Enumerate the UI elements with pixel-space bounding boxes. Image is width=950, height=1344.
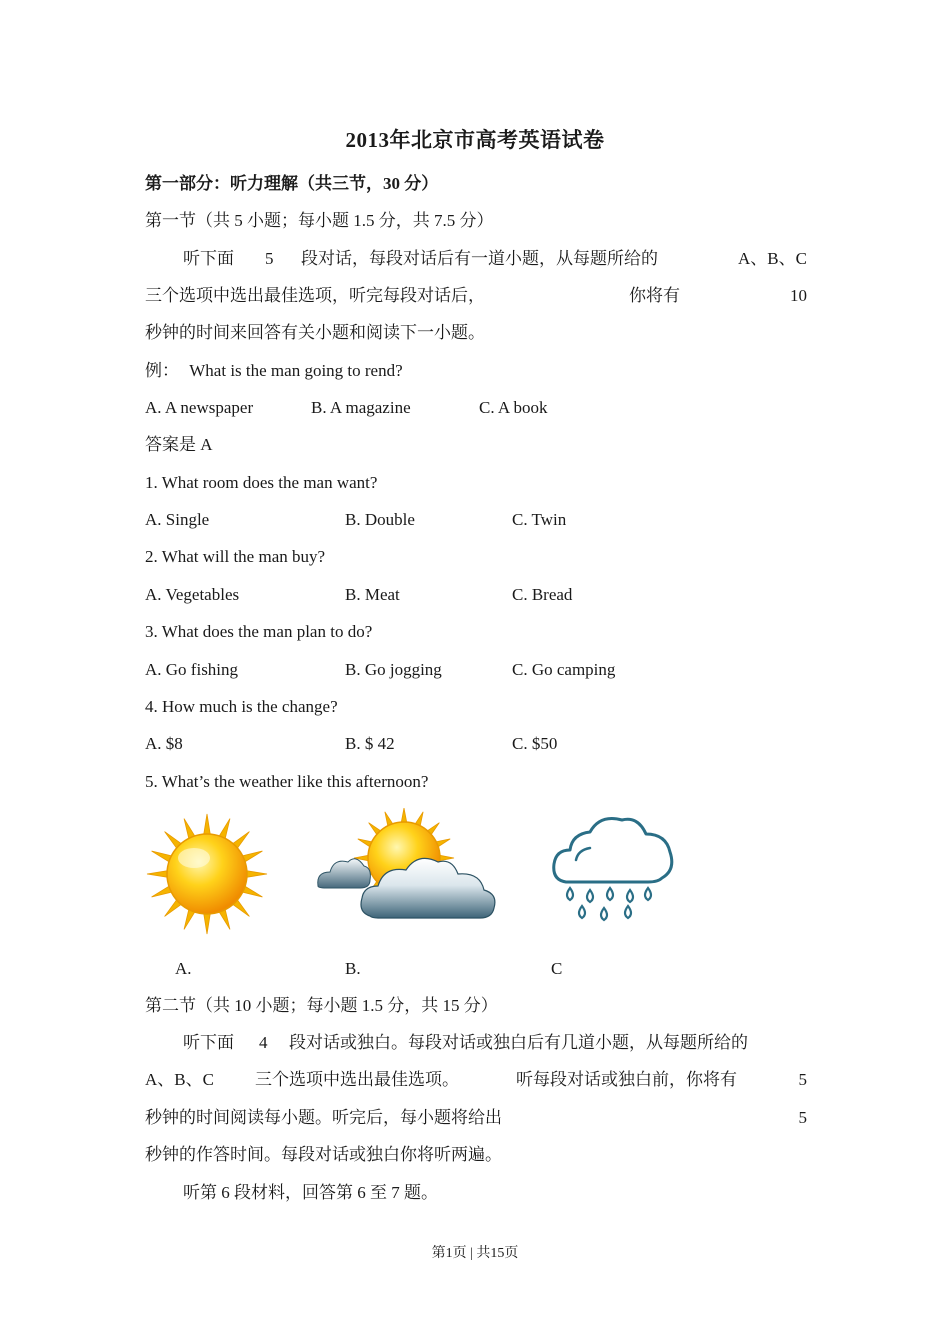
example-question: 例： What is the man going to rend? <box>145 361 403 380</box>
q1-option-b: B. Double <box>345 510 415 529</box>
question-4: 4. How much is the change? <box>145 697 338 716</box>
example-option-a: A. A newspaper <box>145 398 254 417</box>
rain-drop <box>607 888 613 900</box>
exam-page: 2013年北京市高考英语试卷 第一部分：听力理解（共三节，30 分） 第一节（共 5 小题；每小题 1.5 分，共 7.5 分） 听下面 5 段对话，每段对话后有一道小题，从每题所给的 A、B、C 三个选项中选出最佳选项，听完每段对话后， 你将有 10 秒钟的时间来回答有关小题和阅读下一小题。 例： What is the man going to rend? A. A newspaper B. A magazine C. A book 答案是 A 1. What room does the man want? A. Single B. Double C. Twin 2. What will the man buy? A. Vegetables B. Meat C. Bread 3. What does the man plan to do? A. Go fishing B. Go jogging C. Go camping 4. How much is the change? A. $8 B. $ 42 C. $50 5. What’s the weather like this afternoon? A. B. C 第二节（共 10 小题；每小题 1.5 分，共 15 分） 听下面 4 段对话或独白。每段对话或独白后有几道小题，从每题所给的 A、B、C 三个选项中选出最佳选项。 听每段对话或独白前，你将有 5 秒钟的时间阅读每小题。听完后，每小题将给出 5 秒钟的作答时间。每段对话或独白你将听两遍。 听第 6 段材料，回答第 6 至 7 题。 第1页 | 共15页 <box>0 0 950 1344</box>
q3-option-c: C. Go camping <box>512 660 616 679</box>
section2-instruction-line4: 秒钟的作答时间。每段对话或独白你将听两遍。 <box>145 1145 502 1164</box>
question-1: 1. What room does the man want? <box>145 473 378 492</box>
question-2: 2. What will the man buy? <box>145 547 326 566</box>
section2-sub-instruction: 听第 6 段材料，回答第 6 至 7 题。 <box>183 1183 438 1202</box>
rain-drop <box>579 906 585 918</box>
rain-drop <box>587 890 593 902</box>
q4-option-b: B. $ 42 <box>345 734 395 753</box>
q3-option-b: B. Go jogging <box>345 660 442 679</box>
sun-behind-cloud-icon <box>312 808 500 928</box>
example-answer: 答案是 A <box>145 435 213 454</box>
q4-option-a: A. $8 <box>145 734 183 753</box>
example-option-b: B. A magazine <box>311 398 411 417</box>
example-option-c: C. A book <box>479 398 548 417</box>
q1-option-a: A. Single <box>145 510 210 529</box>
page-footer: 第1页 | 共15页 <box>431 1246 519 1261</box>
q2-option-c: C. Bread <box>512 585 573 604</box>
q5-label-c: C <box>551 959 563 978</box>
question-3: 3. What does the man plan to do? <box>145 622 373 641</box>
rain-drop <box>601 908 607 920</box>
rain-drop <box>567 888 573 900</box>
q5-label-b: B. <box>345 959 361 978</box>
sun-icon <box>142 812 272 936</box>
q3-option-a: A. Go fishing <box>145 660 239 679</box>
page-title: 2013年北京市高考英语试卷 <box>345 128 605 152</box>
section1-heading: 第一节（共 5 小题；每小题 1.5 分，共 7.5 分） <box>145 211 494 230</box>
q2-option-a: A. Vegetables <box>145 585 240 604</box>
section2-heading: 第二节（共 10 小题；每小题 1.5 分，共 15 分） <box>145 996 498 1015</box>
section1-instruction-line3: 秒钟的时间来回答有关小题和阅读下一小题。 <box>145 323 485 342</box>
rain-cloud-icon <box>548 812 678 928</box>
rain-drop <box>625 906 631 918</box>
q5-label-a: A. <box>175 959 192 978</box>
part1-heading: 第一部分：听力理解（共三节，30 分） <box>145 174 439 193</box>
q4-option-c: C. $50 <box>512 734 558 753</box>
q2-option-b: B. Meat <box>345 585 400 604</box>
rain-drop <box>627 890 633 902</box>
question-5: 5. What’s the weather like this afternoon? <box>145 772 429 791</box>
rain-drop <box>645 888 651 900</box>
q1-option-c: C. Twin <box>512 510 567 529</box>
